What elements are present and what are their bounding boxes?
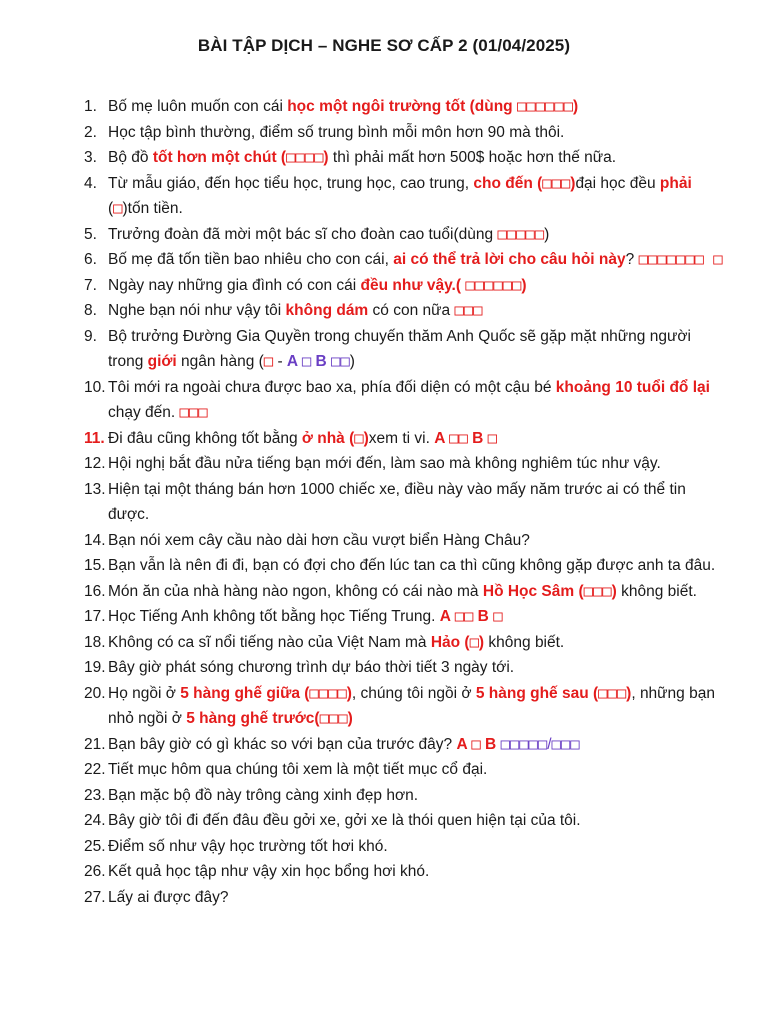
text-segment: Điểm số như vậy học trường tốt hơi khó. <box>108 837 388 855</box>
item-number: 15. <box>84 557 106 574</box>
highlighted-text: 5 hàng ghế giữa ( <box>180 684 310 702</box>
highlighted-text: 5 hàng ghế sau ( <box>475 684 599 702</box>
item-text <box>108 761 487 778</box>
text-segment: có con nữa <box>368 302 455 319</box>
list-item <box>84 171 724 222</box>
text-segment: Ngày nay những gia đình có con cái <box>108 276 361 294</box>
item-text <box>108 430 497 447</box>
item-number: 13. <box>84 480 106 498</box>
text-segment: xem ti vi. <box>368 429 435 447</box>
item-number: 26. <box>84 863 106 880</box>
list-item <box>84 426 724 452</box>
item-text <box>108 583 697 600</box>
item-text <box>108 379 710 422</box>
text-segment: Bố mẹ đã tốn tiền bao nhiêu cho con cái, <box>108 251 394 268</box>
highlighted-text: cho đến ( <box>473 174 543 192</box>
list-item <box>84 681 724 732</box>
text-segment: Đi đâu cũng không tốt bằng <box>108 429 302 447</box>
highlighted-text: ) <box>570 174 576 192</box>
text-segment: Tôi mới ra ngoài chưa được bao xa, phía đối diện có một cậu bé <box>108 378 556 396</box>
text-segment: Tiết mục hôm qua chúng tôi xem là một tiết mục cổ đại. <box>108 761 488 778</box>
highlighted-text: A <box>456 735 472 753</box>
text-segment: )tốn tiền. <box>122 200 183 217</box>
item-text <box>108 685 715 728</box>
missing-glyph-placeholder: □□□ <box>454 301 483 319</box>
highlighted-text: đều như vậy.( <box>360 276 466 294</box>
missing-glyph-placeholder: □ <box>263 352 274 370</box>
item-number: 23. <box>84 786 106 804</box>
list-item <box>84 324 724 375</box>
text-segment: Trưởng đoàn đã mời một bác sĩ cho đoàn cao tuổi(dùng <box>108 225 498 243</box>
text-segment: Nghe bạn nói như vậy tôi <box>108 302 286 319</box>
missing-glyph-placeholder: □□□□ <box>309 683 347 702</box>
missing-glyph-placeholder: □ <box>354 428 364 447</box>
list-item <box>84 94 724 120</box>
highlighted-text: ) <box>478 633 485 651</box>
text-segment: chạy đến. <box>108 404 180 421</box>
text-segment: Học Tiếng Anh không tốt bằng học Tiếng Trung. <box>108 608 440 625</box>
missing-glyph-placeholder: □□□ <box>583 581 612 600</box>
text-segment: Từ mẫu giáo, đến học tiểu học, trung học, cao trung, <box>108 174 474 192</box>
missing-glyph-placeholder: □□ <box>331 352 350 370</box>
item-number: 16. <box>84 582 106 600</box>
item-text <box>108 812 581 829</box>
missing-glyph-placeholder: □□□□□□ <box>465 275 522 294</box>
list-item <box>84 451 724 477</box>
item-text <box>108 557 715 574</box>
text-segment: ? <box>625 251 639 268</box>
missing-glyph-placeholder: □□□ <box>179 403 208 421</box>
text-segment: Bạn mặc bộ đồ này trông càng xinh đẹp hơn. <box>108 786 419 804</box>
item-number: 7. <box>84 276 97 294</box>
text-segment: Họ ngồi ở <box>108 684 181 702</box>
item-text <box>108 98 578 115</box>
list-item <box>84 145 724 171</box>
list-item <box>84 630 724 656</box>
highlighted-text: / <box>547 735 552 753</box>
item-text <box>108 838 388 855</box>
highlighted-text: khoảng 10 tuổi đổ lại <box>555 378 710 396</box>
text-segment: Kết quả học tập như vậy xin học bổng hơi khó. <box>108 863 430 880</box>
text-segment: Lấy ai được đây? <box>108 888 229 906</box>
text-segment: đại học đều <box>575 174 660 192</box>
item-text <box>108 787 418 804</box>
text-segment: Bạn vẫn là nên đi đi, bạn có đợi cho đến lúc tan ca thì cũng không gặp được anh ta đâu. <box>108 557 716 574</box>
item-number: 2. <box>84 123 97 141</box>
item-number: 5. <box>84 225 97 243</box>
missing-glyph-placeholder: □ <box>487 428 497 447</box>
item-text <box>108 481 686 524</box>
highlighted-text: ) <box>572 98 579 115</box>
list-item <box>84 528 724 554</box>
item-number: 20. <box>84 684 106 702</box>
highlighted-text: ai có thể trả lời cho câu hỏi này <box>393 251 626 268</box>
item-number: 27. <box>84 888 106 906</box>
item-number: 17. <box>84 608 106 625</box>
missing-glyph-placeholder: □□□□□□□ □ <box>638 250 723 268</box>
text-segment: Bố mẹ luôn muốn con cái <box>108 98 288 115</box>
item-number: 3. <box>84 149 97 166</box>
missing-glyph-placeholder: □ <box>469 632 479 651</box>
missing-glyph-placeholder: □□□□ <box>286 148 324 166</box>
item-text <box>108 124 564 141</box>
missing-glyph-placeholder: □□□□□ <box>497 224 545 243</box>
list-item <box>84 859 724 885</box>
text-segment: Món ăn của nhà hàng nào ngon, không có cái nào mà <box>108 582 483 600</box>
list-item <box>84 375 724 426</box>
text-segment: Hội nghị bắt đầu nửa tiếng bạn mới đến, làm sao mà không nghiêm túc như vậy. <box>108 455 661 472</box>
text-segment: thì phải mất hơn 500$ hoặc hơn thế nữa. <box>328 149 617 166</box>
item-text <box>108 736 580 753</box>
text-segment: Bộ trưởng Đường Gia Quyền trong chuyến thăm Anh Quốc sẽ gặp mặt những người trong <box>108 327 691 370</box>
item-number: 22. <box>84 761 106 778</box>
highlighted-text: Hồ Học Sâm ( <box>482 582 584 600</box>
highlighted-text: ) <box>346 684 352 702</box>
item-text <box>108 455 661 472</box>
missing-glyph-placeholder: □□□ <box>598 683 627 702</box>
text-segment: ) <box>544 225 550 243</box>
item-number: 12. <box>84 455 106 472</box>
highlighted-text: A <box>286 353 302 370</box>
text-segment: Bộ đồ <box>108 149 153 166</box>
missing-glyph-placeholder: □ <box>113 199 123 217</box>
text-segment: ( <box>108 200 114 217</box>
highlighted-text: không dám <box>285 302 369 319</box>
item-text <box>108 532 530 549</box>
highlighted-text: phải <box>659 174 692 192</box>
item-text <box>108 889 229 906</box>
text-segment: , chúng tôi ngồi ở <box>351 684 476 702</box>
item-text <box>108 608 503 625</box>
item-text <box>108 863 429 880</box>
missing-glyph-placeholder: □□□ <box>551 734 580 753</box>
text-segment: Học tập bình thường, điểm số trung bình mỗi môn hơn 90 mà thôi. <box>108 123 565 141</box>
missing-glyph-placeholder: □□ <box>449 428 468 447</box>
item-number: 24. <box>84 812 106 829</box>
item-number: 1. <box>84 98 97 115</box>
list-item <box>84 553 724 579</box>
missing-glyph-placeholder: □□ <box>454 607 474 625</box>
item-number: 8. <box>84 302 97 319</box>
text-segment: Bạn bây giờ có gì khác so với bạn của trước đây? <box>108 735 457 753</box>
missing-glyph-placeholder: □□□ <box>319 709 348 727</box>
item-text <box>108 251 723 268</box>
highlighted-text: tốt hơn một chút ( <box>152 149 287 166</box>
list-item <box>84 222 724 248</box>
item-text <box>108 634 564 651</box>
list-item <box>84 298 724 324</box>
list-item <box>84 247 724 273</box>
highlighted-text: ) <box>347 710 353 727</box>
highlighted-text: ) <box>521 276 527 294</box>
highlighted-text: B <box>473 608 494 625</box>
highlighted-text: B <box>467 429 488 447</box>
text-segment: , những bạn nhỏ ngồi ở <box>108 684 715 727</box>
list-item <box>84 808 724 834</box>
item-text <box>108 302 482 319</box>
highlighted-text: ) <box>323 149 329 166</box>
highlighted-text: ) <box>363 429 369 447</box>
item-number: 18. <box>84 633 106 651</box>
text-segment: ngân hàng ( <box>176 353 264 370</box>
highlighted-text: ) <box>611 582 617 600</box>
list-item <box>84 783 724 809</box>
highlighted-text: ) <box>626 684 632 702</box>
text-segment: không biết. <box>616 582 697 600</box>
item-number: 14. <box>84 531 106 549</box>
item-number: 19. <box>84 659 106 676</box>
item-number: 21. <box>84 735 106 753</box>
highlighted-text: A <box>439 608 455 625</box>
list-item <box>84 273 724 299</box>
text-segment: ) <box>349 353 355 370</box>
exercise-list <box>84 94 724 910</box>
list-item <box>84 604 724 630</box>
missing-glyph-placeholder: □ <box>493 607 503 625</box>
list-item <box>84 834 724 860</box>
item-number: 9. <box>84 327 97 345</box>
text-segment: Hiện tại một tháng bán hơn 1000 chiếc xe, điều này vào mấy năm trước ai có thể tin được. <box>108 480 686 523</box>
highlighted-text: A <box>434 429 450 447</box>
list-item <box>84 655 724 681</box>
item-text <box>108 277 527 294</box>
text-segment: Bây giờ phát sóng chương trình dự báo thời tiết 3 ngày tới. <box>108 659 515 676</box>
list-item <box>84 885 724 911</box>
list-item <box>84 757 724 783</box>
missing-glyph-placeholder: □□□□□ <box>500 734 548 753</box>
highlighted-text: 5 hàng ghế trước( <box>186 710 320 727</box>
text-segment: - <box>273 353 287 370</box>
item-number: 10. <box>84 378 106 396</box>
list-item <box>84 120 724 146</box>
list-item <box>84 579 724 605</box>
text-segment: Bạn nói xem cây cầu nào dài hơn cầu vượt biển Hàng Châu? <box>108 531 530 549</box>
highlighted-text: Hảo ( <box>430 633 470 651</box>
list-item <box>84 477 724 528</box>
page-title: BÀI TẬP DỊCH – NGHE SƠ CẤP 2 (01/04/2025) <box>197 36 571 55</box>
highlighted-text: B <box>311 353 332 370</box>
highlighted-text: học một ngôi trường tốt (dùng <box>287 98 517 115</box>
text-segment: không biết. <box>484 633 565 651</box>
highlighted-text: B <box>480 735 501 753</box>
list-item <box>84 732 724 758</box>
item-text <box>108 226 549 243</box>
item-text <box>108 328 691 371</box>
text-segment: Không có ca sĩ nổi tiếng nào của Việt Nam mà <box>108 633 431 651</box>
item-number: 4. <box>84 174 97 192</box>
item-number: 6. <box>84 251 97 268</box>
item-text <box>108 659 514 676</box>
missing-glyph-placeholder: □□□□□□ <box>516 97 573 115</box>
item-text <box>108 175 692 218</box>
missing-glyph-placeholder: □ <box>301 352 312 370</box>
text-segment: Bây giờ tôi đi đến đâu đều gởi xe, gởi xe là thói quen hiện tại của tôi. <box>108 812 581 829</box>
missing-glyph-placeholder: □□□ <box>542 173 571 192</box>
missing-glyph-placeholder: □ <box>471 734 481 753</box>
item-number: 25. <box>84 837 106 855</box>
item-number: 11. <box>84 429 105 447</box>
item-text <box>108 149 616 166</box>
highlighted-text: ở nhà ( <box>301 429 355 447</box>
highlighted-text: giới <box>147 353 177 370</box>
